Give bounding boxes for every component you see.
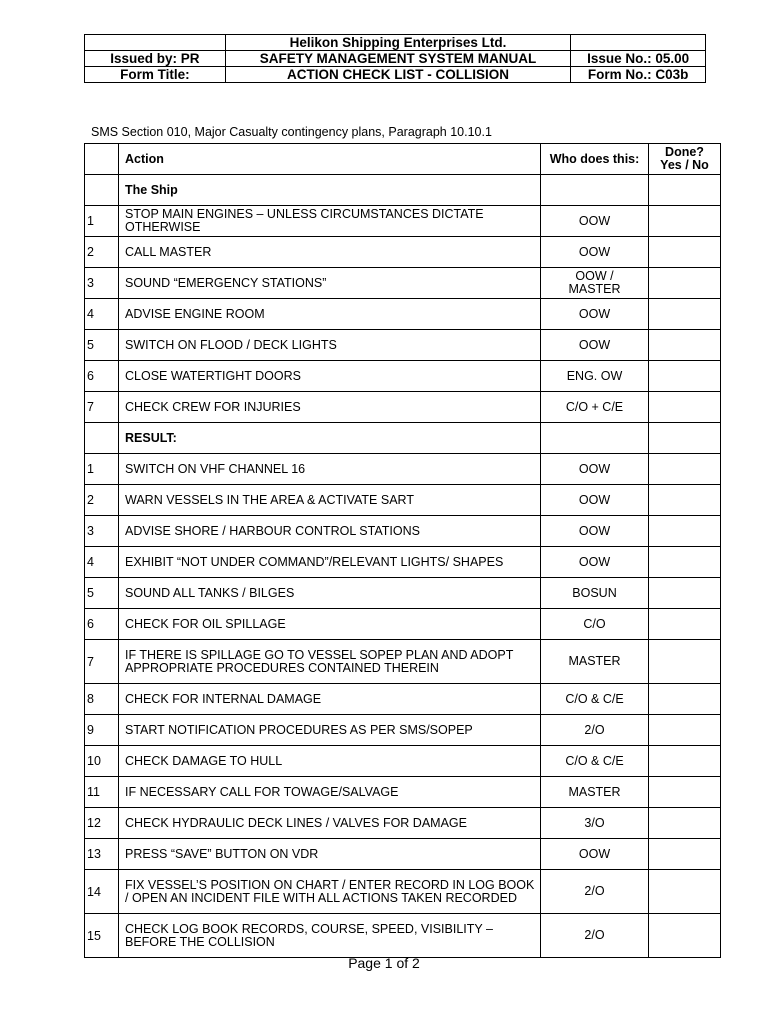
done-checkbox-cell[interactable] [649, 684, 721, 715]
done-checkbox-cell[interactable] [649, 237, 721, 268]
table-row [85, 870, 721, 914]
action-column-header: Action [119, 144, 541, 175]
done-checkbox-cell[interactable] [649, 547, 721, 578]
action-text: CHECK CREW FOR INJURIES [119, 392, 541, 423]
done-checkbox-cell[interactable] [649, 609, 721, 640]
responsible-role: 2/O [541, 715, 649, 746]
issued-by: Issued by: PR [85, 51, 226, 67]
done-checkbox-cell[interactable] [649, 361, 721, 392]
done-column-header [649, 144, 721, 175]
header-blank-cell [85, 35, 226, 51]
action-text: CLOSE WATERTIGHT DOORS [119, 361, 541, 392]
step-number: 7 [85, 640, 119, 684]
done-checkbox-cell[interactable] [649, 914, 721, 958]
action-text: SWITCH ON FLOOD / DECK LIGHTS [119, 330, 541, 361]
responsible-role: OOW [541, 206, 649, 237]
action-text: CHECK FOR INTERNAL DAMAGE [119, 684, 541, 715]
action-text: ADVISE ENGINE ROOM [119, 299, 541, 330]
group-who-cell [541, 175, 649, 206]
header-blank-cell [571, 35, 706, 51]
form-header-table [84, 34, 706, 83]
table-row [85, 777, 721, 808]
done-checkbox-cell[interactable] [649, 808, 721, 839]
done-checkbox-cell[interactable] [649, 746, 721, 777]
done-checkbox-cell[interactable] [649, 777, 721, 808]
action-checklist-table [84, 143, 721, 958]
step-number: 4 [85, 547, 119, 578]
responsible-role: OOW [541, 237, 649, 268]
action-text: START NOTIFICATION PROCEDURES AS PER SMS/SOPEP [119, 715, 541, 746]
action-text: IF THERE IS SPILLAGE GO TO VESSEL SOPEP PLAN AND ADOPT APPROPRIATE PROCEDURES CONTAINED THEREIN [119, 640, 541, 684]
responsible-role: C/O & C/E [541, 746, 649, 777]
action-text: CHECK LOG BOOK RECORDS, COURSE, SPEED, VISIBILITY – BEFORE THE COLLISION [119, 914, 541, 958]
step-number: 3 [85, 516, 119, 547]
done-checkbox-cell[interactable] [649, 454, 721, 485]
step-number: 5 [85, 330, 119, 361]
step-number: 14 [85, 870, 119, 914]
table-row [85, 206, 721, 237]
responsible-role: 2/O [541, 870, 649, 914]
table-row [85, 237, 721, 268]
table-row [85, 808, 721, 839]
manual-title: SAFETY MANAGEMENT SYSTEM MANUAL [225, 51, 570, 67]
done-checkbox-cell[interactable] [649, 870, 721, 914]
group-header-row [85, 175, 721, 206]
step-number: 15 [85, 914, 119, 958]
form-number: Form No.: C03b [571, 67, 706, 83]
step-number: 10 [85, 746, 119, 777]
form-title-label: Form Title: [85, 67, 226, 83]
action-text: SWITCH ON VHF CHANNEL 16 [119, 454, 541, 485]
table-row [85, 330, 721, 361]
step-number: 11 [85, 777, 119, 808]
company-name: Helikon Shipping Enterprises Ltd. [225, 35, 570, 51]
group-num-cell [85, 423, 119, 454]
responsible-role: OOW [541, 454, 649, 485]
done-checkbox-cell[interactable] [649, 299, 721, 330]
table-row [85, 485, 721, 516]
responsible-role: OOW [541, 839, 649, 870]
step-number: 12 [85, 808, 119, 839]
responsible-role: C/O + C/E [541, 392, 649, 423]
table-row [85, 715, 721, 746]
done-header-line1: Done? [665, 145, 704, 159]
table-row [85, 609, 721, 640]
responsible-role: MASTER [541, 777, 649, 808]
action-text: PRESS “SAVE” BUTTON ON VDR [119, 839, 541, 870]
step-number: 2 [85, 485, 119, 516]
responsible-role: OOW [541, 547, 649, 578]
action-text: WARN VESSELS IN THE AREA & ACTIVATE SART [119, 485, 541, 516]
action-text: ADVISE SHORE / HARBOUR CONTROL STATIONS [119, 516, 541, 547]
responsible-role: 2/O [541, 914, 649, 958]
done-header-line2: Yes / No [660, 158, 709, 172]
section-reference: SMS Section 010, Major Casualty contingency plans, Paragraph 10.10.1 [91, 125, 492, 139]
table-row [85, 268, 721, 299]
form-title: ACTION CHECK LIST - COLLISION [225, 67, 570, 83]
step-number: 4 [85, 299, 119, 330]
responsible-role: C/O [541, 609, 649, 640]
done-checkbox-cell[interactable] [649, 578, 721, 609]
table-row [85, 392, 721, 423]
done-checkbox-cell[interactable] [649, 839, 721, 870]
done-checkbox-cell[interactable] [649, 715, 721, 746]
action-text: IF NECESSARY CALL FOR TOWAGE/SALVAGE [119, 777, 541, 808]
group-who-cell [541, 423, 649, 454]
table-row [85, 361, 721, 392]
action-text: STOP MAIN ENGINES – UNLESS CIRCUMSTANCES DICTATE OTHERWISE [119, 206, 541, 237]
responsible-role: 3/O [541, 808, 649, 839]
step-number: 9 [85, 715, 119, 746]
issue-number: Issue No.: 05.00 [571, 51, 706, 67]
table-row [85, 746, 721, 777]
responsible-role: BOSUN [541, 578, 649, 609]
responsible-role: OOW / MASTER [541, 268, 649, 299]
done-checkbox-cell[interactable] [649, 640, 721, 684]
responsible-role: ENG. OW [541, 361, 649, 392]
group-done-cell [649, 175, 721, 206]
group-title: RESULT: [119, 423, 541, 454]
group-num-cell [85, 175, 119, 206]
who-column-header: Who does this: [541, 144, 649, 175]
group-done-cell [649, 423, 721, 454]
action-text: CALL MASTER [119, 237, 541, 268]
table-row [85, 914, 721, 958]
done-checkbox-cell[interactable] [649, 268, 721, 299]
page-number: Page 1 of 2 [348, 955, 420, 971]
action-text: CHECK DAMAGE TO HULL [119, 746, 541, 777]
action-text: FIX VESSEL’S POSITION ON CHART / ENTER RECORD IN LOG BOOK / OPEN AN INCIDENT FILE WITH ALL ACTIONS TAKEN RECORDED [119, 870, 541, 914]
responsible-role: OOW [541, 516, 649, 547]
step-number: 5 [85, 578, 119, 609]
done-checkbox-cell[interactable] [649, 330, 721, 361]
step-number: 13 [85, 839, 119, 870]
table-row [85, 454, 721, 485]
done-checkbox-cell[interactable] [649, 516, 721, 547]
done-checkbox-cell[interactable] [649, 206, 721, 237]
table-row [85, 547, 721, 578]
table-row [85, 516, 721, 547]
table-row [85, 839, 721, 870]
done-checkbox-cell[interactable] [649, 485, 721, 516]
responsible-role: OOW [541, 330, 649, 361]
action-text: SOUND ALL TANKS / BILGES [119, 578, 541, 609]
table-row [85, 684, 721, 715]
responsible-role: MASTER [541, 640, 649, 684]
table-row [85, 299, 721, 330]
table-header-row [85, 144, 721, 175]
responsible-role: OOW [541, 485, 649, 516]
step-number: 8 [85, 684, 119, 715]
step-number: 1 [85, 454, 119, 485]
action-text: SOUND “EMERGENCY STATIONS” [119, 268, 541, 299]
table-row [85, 578, 721, 609]
responsible-role: C/O & C/E [541, 684, 649, 715]
group-header-row [85, 423, 721, 454]
table-row [85, 640, 721, 684]
header-num-cell [85, 144, 119, 175]
step-number: 2 [85, 237, 119, 268]
step-number: 1 [85, 206, 119, 237]
step-number: 3 [85, 268, 119, 299]
group-title: The Ship [119, 175, 541, 206]
step-number: 6 [85, 361, 119, 392]
step-number: 7 [85, 392, 119, 423]
responsible-role: OOW [541, 299, 649, 330]
step-number: 6 [85, 609, 119, 640]
action-text: CHECK HYDRAULIC DECK LINES / VALVES FOR DAMAGE [119, 808, 541, 839]
action-text: EXHIBIT “NOT UNDER COMMAND”/RELEVANT LIGHTS/ SHAPES [119, 547, 541, 578]
done-checkbox-cell[interactable] [649, 392, 721, 423]
action-text: CHECK FOR OIL SPILLAGE [119, 609, 541, 640]
